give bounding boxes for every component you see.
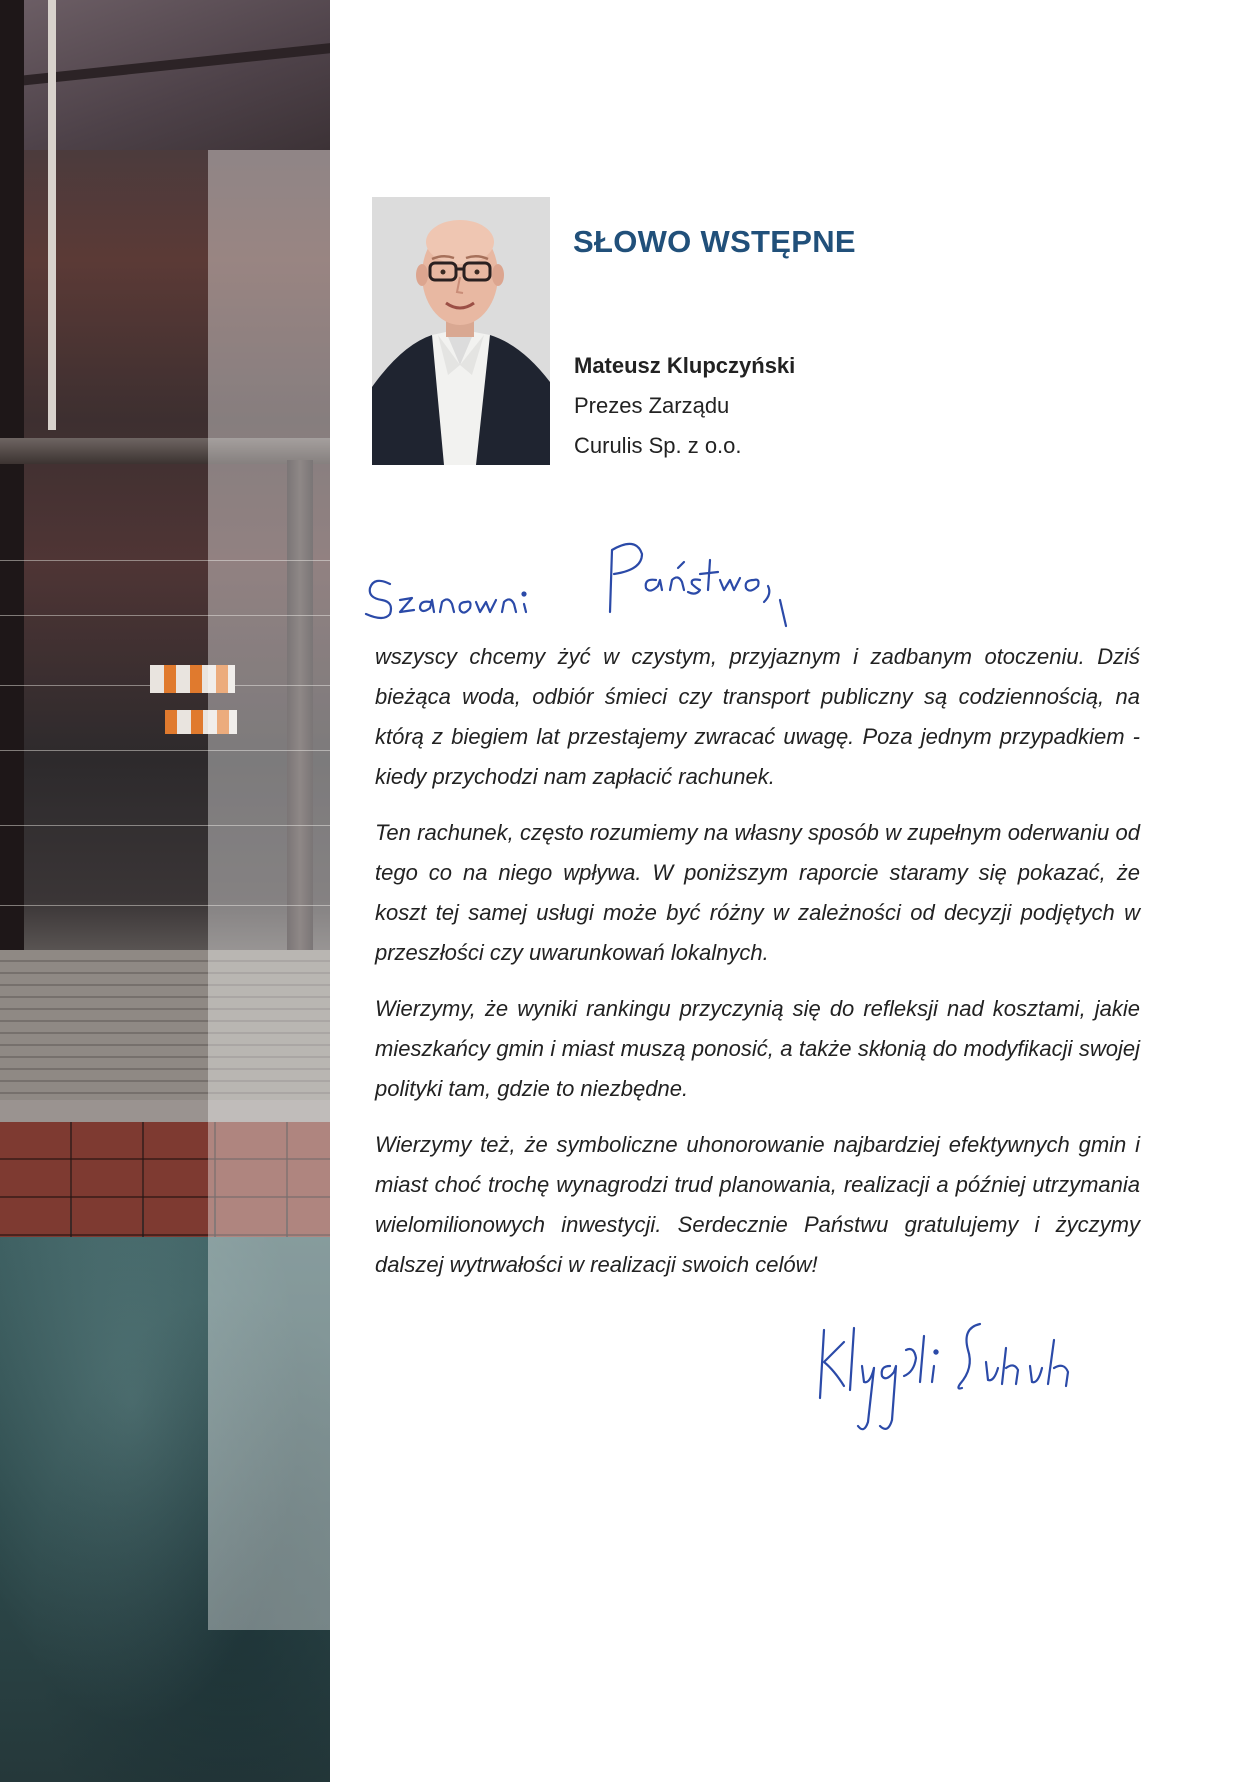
- handwritten-signature: [810, 1310, 1110, 1445]
- signature-drawing: [810, 1310, 1110, 1440]
- author-block: [574, 346, 795, 466]
- translucent-overlay: [208, 150, 330, 1630]
- handwritten-salutation: [360, 530, 800, 635]
- author-role: Prezes Zarządu: [574, 393, 730, 418]
- salutation-handwriting: [360, 530, 800, 630]
- side-photo: [0, 0, 330, 1782]
- author-company: Curulis Sp. z o.o.: [574, 433, 742, 458]
- letter-paragraph: wszyscy chcemy żyć w czystym, przyjaznym i zadbanym otoczeniu. Dziś bieżąca woda, odbiór śmieci czy transport publiczny są codziennością, na którą z biegiem lat przestajemy zwracać uwagę. Poza jednym przypadkiem - kiedy przychodzi nam zapłacić rachunek.: [375, 644, 1140, 789]
- letter-paragraph: Ten rachunek, często rozumiemy na własny sposób w zupełnym oderwaniu od tego co na niego wpływa. W poniższym raporcie staramy się pokazać, że koszt tej samej usługi może być różny w zależności od decyzji podjętych w przeszłości czy uwarunkowań lokalnych.: [375, 820, 1140, 965]
- portrait-illustration: [372, 197, 550, 465]
- author-portrait: [372, 197, 550, 465]
- letter-paragraph: Wierzymy też, że symboliczne uhonorowanie najbardziej efektywnych gmin i miast choć trochę wynagrodzi trud planowania, realizacji a później utrzymania wielomilionowych inwestycji. Serdecznie Państwu gratulujemy i życzymy dalszej wytrwałości w realizacji swoich celów!: [375, 1132, 1140, 1277]
- white-pole: [48, 0, 56, 430]
- page-title: SŁOWO WSTĘPNE: [573, 224, 856, 259]
- letter-body: [375, 637, 1140, 1301]
- author-name: Mateusz Klupczyński: [574, 353, 796, 378]
- letter-paragraph: Wierzymy, że wyniki rankingu przyczynią się do refleksji nad kosztami, jakie mieszkańcy gmin i miast muszą ponosić, a także skłonią do modyfikacji swojej polityki tam, gdzie to niezbędne.: [375, 996, 1140, 1101]
